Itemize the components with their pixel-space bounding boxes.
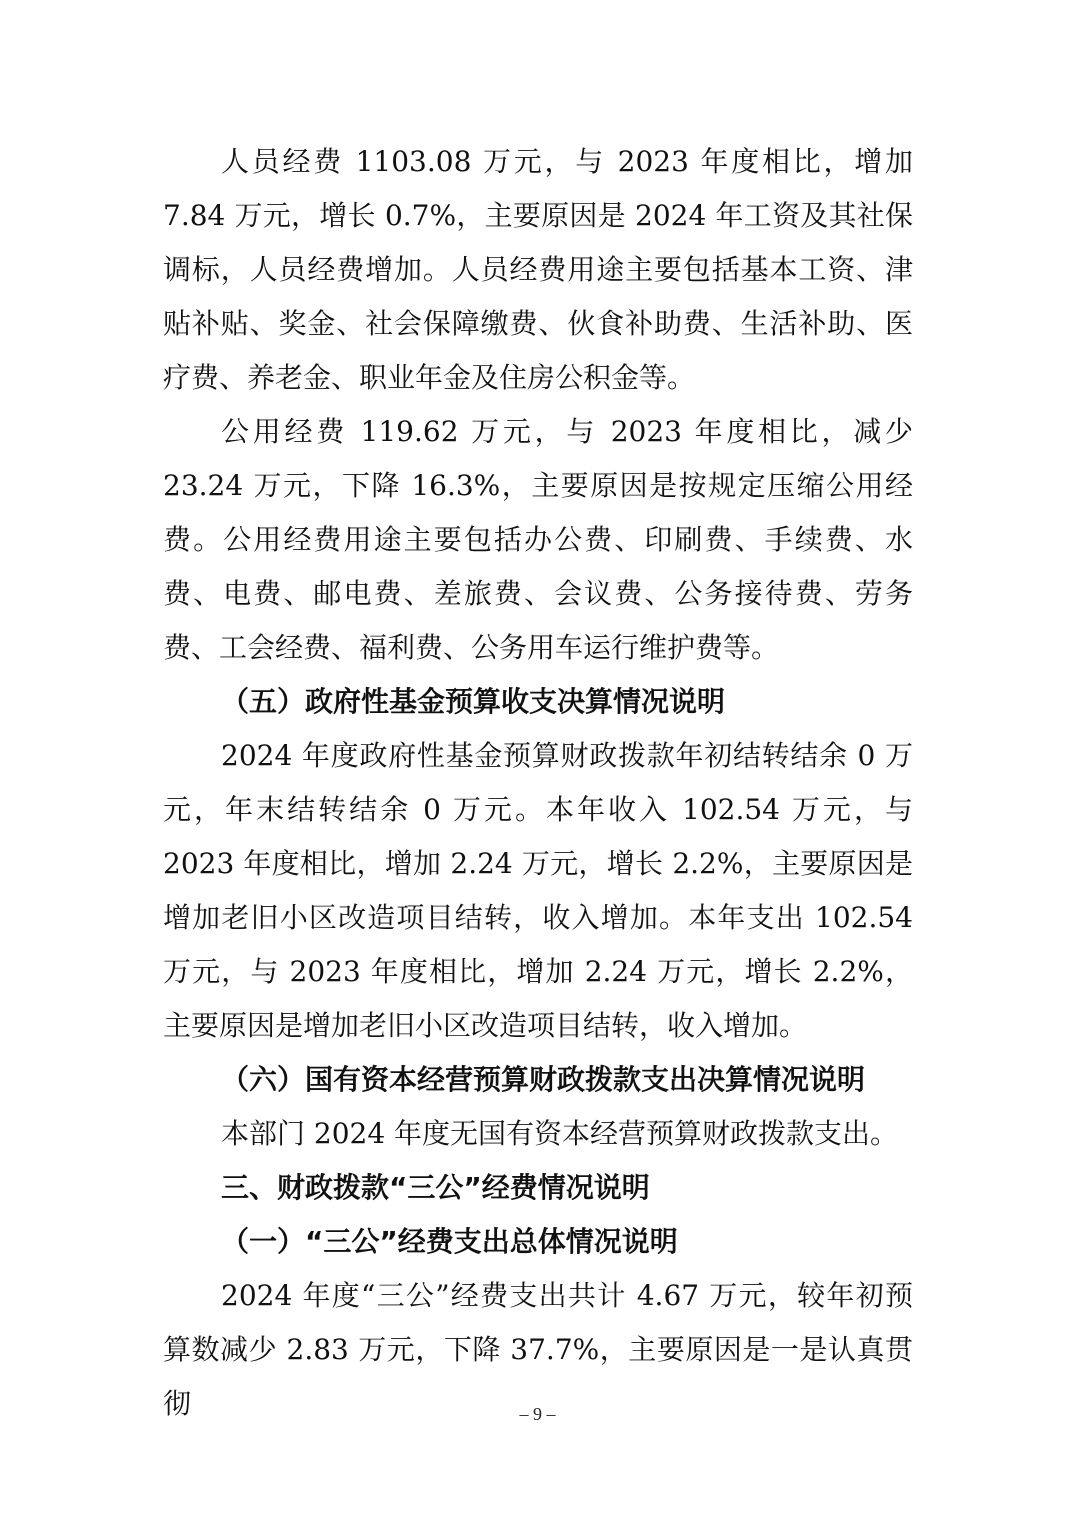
paragraph-government-fund: 2024 年度政府性基金预算财政拨款年初结转结余 0 万元，年末结转结余 0 万元。本年收入 102.54 万元，与 2023 年度相比，增加 2.24 万元，增长 2.2%，主要原因是增加老旧小区改造项目结转，收入增加。本年支出 102.54 万元，与 2023 年度相比，增加 2.24 万元，增长 2.2%，主要原因是增加老旧小区改造项目结转，收入增加。 bbox=[163, 739, 913, 1042]
paragraph-personnel-expenses: 人员经费 1103.08 万元，与 2023 年度相比，增加 7.84 万元，增长 0.7%，主要原因是 2024 年工资及其社保调标，人员经费增加。人员经费用途主要包括基本工资、津贴补贴、奖金、社会保障缴费、伙食补助费、生活补助、医疗费、养老金、职业年金及住房公积金等。 bbox=[163, 145, 913, 394]
heading-state-capital: （六）国有资本经营预算财政拨款支出决算情况说明 bbox=[221, 1063, 866, 1096]
paragraph-three-public-overview: 2024 年度“三公”经费支出共计 4.67 万元，较年初预算数减少 2.83 万元，下降 37.7%，主要原因是一是认真贯彻 bbox=[163, 1279, 913, 1420]
page-number: – 9 – bbox=[519, 1404, 556, 1424]
section-heading-three-public: 三、财政拨款“三公”经费情况说明 bbox=[221, 1171, 650, 1204]
paragraph-public-expenses: 公用经费 119.62 万元，与 2023 年度相比，减少 23.24 万元，下降 16.3%，主要原因是按规定压缩公用经费。公用经费用途主要包括办公费、印刷费、手续费、水费、电费、邮电费、差旅费、会议费、公务接待费、劳务费、工会经费、福利费、公务用车运行维护费等。 bbox=[163, 415, 913, 664]
heading-government-fund: （五）政府性基金预算收支决算情况说明 bbox=[221, 685, 726, 718]
heading-three-public-overview: （一）“三公”经费支出总体情况说明 bbox=[221, 1225, 678, 1258]
paragraph-state-capital: 本部门 2024 年度无国有资本经营预算财政拨款支出。 bbox=[221, 1117, 899, 1150]
